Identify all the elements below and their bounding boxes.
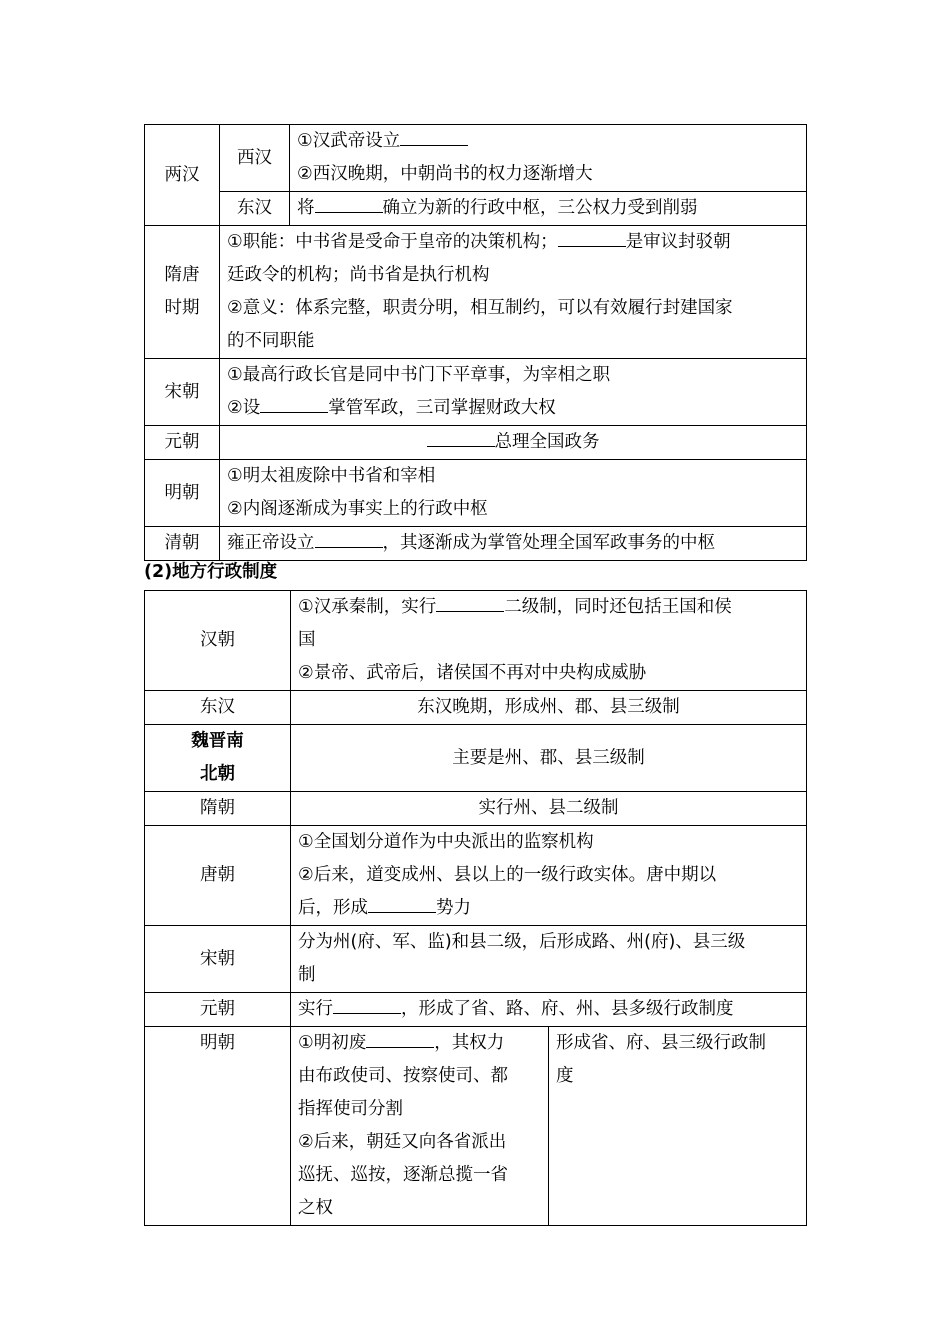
- text-line: ②后来，朝廷又向各省派出: [298, 1132, 507, 1152]
- era-cell-ming: [145, 460, 220, 527]
- table-row: [145, 993, 807, 1027]
- table-row: [145, 426, 807, 460]
- era-label: 宋朝: [164, 381, 200, 402]
- text-line: 国: [298, 630, 316, 650]
- text-line: 的不同职能: [227, 331, 315, 351]
- text-line: 由布政使司、按察使司、都: [298, 1066, 508, 1086]
- text-line: 后，形成: [298, 898, 368, 918]
- text-line: 将: [297, 198, 315, 218]
- text-line: ②意义：体系完整，职责分明，相互制约，可以有效履行封建国家: [227, 298, 733, 318]
- era-label: 汉朝: [200, 630, 235, 650]
- section-title: (2)地方行政制度: [144, 562, 278, 582]
- era-label: 魏晋南: [191, 731, 244, 751]
- content-cell: [291, 926, 807, 993]
- sub-era-label: 西汉: [237, 147, 272, 168]
- era-cell-yuan: [145, 426, 220, 460]
- text-line: 廷政令的机构；尚书省是执行机构: [227, 265, 490, 285]
- fill-blank[interactable]: [315, 193, 383, 213]
- fill-blank[interactable]: [436, 592, 504, 612]
- content-cell-right: [549, 1027, 807, 1226]
- fill-blank[interactable]: [366, 1028, 434, 1048]
- era-cell-song: [145, 926, 291, 993]
- text-line: ①汉承秦制，实行: [298, 597, 437, 617]
- text-line: 分为州(府、军、监)和县二级，后形成路、州(府)、县三级: [298, 932, 746, 952]
- content-cell: 东汉晚期，形成州、郡、县三级制: [291, 691, 807, 725]
- text-line: 二级制，同时还包括王国和侯: [504, 597, 732, 617]
- era-label: 明朝: [164, 482, 200, 503]
- table-row: [145, 527, 807, 561]
- content-cell: [220, 426, 807, 460]
- era-cell-song: [145, 359, 220, 426]
- text-line: 是审议封驳朝: [625, 232, 731, 252]
- era-cell-donghan: [220, 192, 290, 226]
- text-line: 形成省、府、县三级行政制: [556, 1033, 766, 1053]
- fill-blank[interactable]: [260, 393, 328, 413]
- text-line: 掌管军政，三司掌握财政大权: [328, 398, 556, 418]
- text-line: ②景帝、武帝后，诸侯国不再对中央构成威胁: [298, 663, 647, 683]
- era-cell-qing: [145, 527, 220, 561]
- table-row: [145, 591, 807, 691]
- era-label: 宋朝: [200, 948, 235, 969]
- era-cell-donghan: [145, 691, 291, 725]
- content-cell: 主要是州、郡、县三级制: [291, 725, 807, 792]
- era-label: 隋朝: [200, 798, 235, 818]
- table-row: [145, 725, 807, 792]
- table-row: [145, 792, 807, 826]
- era-label: 元朝: [164, 432, 200, 452]
- text-line: 度: [556, 1066, 574, 1086]
- text-line: 制: [298, 965, 316, 985]
- era-label: 明朝: [200, 1033, 235, 1053]
- fill-blank[interactable]: [400, 126, 468, 146]
- text-line: 指挥使司分割: [298, 1099, 403, 1119]
- local-system-table: [144, 590, 807, 1226]
- fill-blank[interactable]: [427, 427, 495, 447]
- text-line: 确立为新的行政中枢，三公权力受到削弱: [382, 198, 698, 218]
- content-cell: [290, 125, 807, 192]
- text-line: ②设: [227, 398, 261, 418]
- text-line: ②后来，道变成州、县以上的一级行政实体。唐中期以: [298, 865, 717, 885]
- text-line: ，形成了省、路、府、州、县多级行政制度: [401, 999, 734, 1019]
- table-row: [145, 826, 807, 926]
- era-label: 东汉: [200, 697, 235, 717]
- era-cell-tang: [145, 826, 291, 926]
- text-line: ①明初废: [298, 1033, 367, 1053]
- fill-blank[interactable]: [315, 528, 383, 548]
- content-cell: [220, 527, 807, 561]
- era-label: 北朝: [200, 764, 235, 784]
- table-row: [145, 125, 807, 192]
- era-cell-han: [145, 125, 220, 226]
- era-cell-weijin: [145, 725, 291, 792]
- era-label: 元朝: [200, 999, 235, 1019]
- table-row: [145, 359, 807, 426]
- content-cell: [291, 993, 807, 1027]
- text-line: 之权: [298, 1198, 333, 1218]
- text-line: ①汉武帝设立: [297, 131, 401, 151]
- text-line: ①职能：中书省是受命于皇帝的决策机构；: [227, 232, 558, 252]
- era-cell-ming: [145, 1027, 291, 1226]
- text-line: ，其权力: [434, 1033, 505, 1053]
- content-cell: 实行州、县二级制: [291, 792, 807, 826]
- table-row: [145, 460, 807, 527]
- central-system-table: [144, 124, 807, 561]
- text-line: 势力: [436, 898, 471, 918]
- content-cell: [290, 192, 807, 226]
- content-cell: [291, 591, 807, 691]
- table-row: [145, 226, 807, 359]
- text-line: 巡抚、巡按，逐渐总揽一省: [298, 1165, 508, 1185]
- era-cell-xihan: [220, 125, 290, 192]
- content-cell: [291, 826, 807, 926]
- era-cell-suitang: [145, 226, 220, 359]
- fill-blank[interactable]: [333, 994, 401, 1014]
- text-line: ①明太祖废除中书省和宰相: [227, 466, 436, 486]
- sub-era-label: 东汉: [237, 198, 272, 218]
- era-label: 隋唐: [164, 265, 200, 285]
- text-line: ，其逐渐成为掌管处理全国军政事务的中枢: [382, 533, 715, 553]
- text-line: ②内阁逐渐成为事实上的行政中枢: [227, 499, 488, 519]
- table-row: [145, 926, 807, 993]
- era-label: 两汉: [164, 164, 200, 185]
- text-line: ②西汉晚期，中朝尚书的权力逐渐增大: [297, 164, 593, 184]
- content-cell: [220, 460, 807, 527]
- text-line: 实行: [298, 999, 333, 1019]
- era-label: 清朝: [164, 533, 200, 553]
- text-line: 总理全国政务: [494, 432, 600, 452]
- table-row: [145, 1027, 807, 1226]
- era-label: 时期: [164, 298, 200, 318]
- table-row: [145, 192, 807, 226]
- fill-blank[interactable]: [368, 893, 436, 913]
- table-row: [145, 691, 807, 725]
- era-cell-yuan: [145, 993, 291, 1027]
- fill-blank[interactable]: [558, 227, 626, 247]
- text-line: ①最高行政长官是同中书门下平章事，为宰相之职: [227, 365, 611, 385]
- content-cell: [220, 359, 807, 426]
- content-cell-left: [291, 1027, 549, 1226]
- text-line: ①全国划分道作为中央派出的监察机构: [298, 832, 594, 852]
- era-cell-han: [145, 591, 291, 691]
- content-cell: [220, 226, 807, 359]
- era-cell-sui: [145, 792, 291, 826]
- era-label: 唐朝: [200, 865, 235, 885]
- text-line: 雍正帝设立: [227, 533, 315, 553]
